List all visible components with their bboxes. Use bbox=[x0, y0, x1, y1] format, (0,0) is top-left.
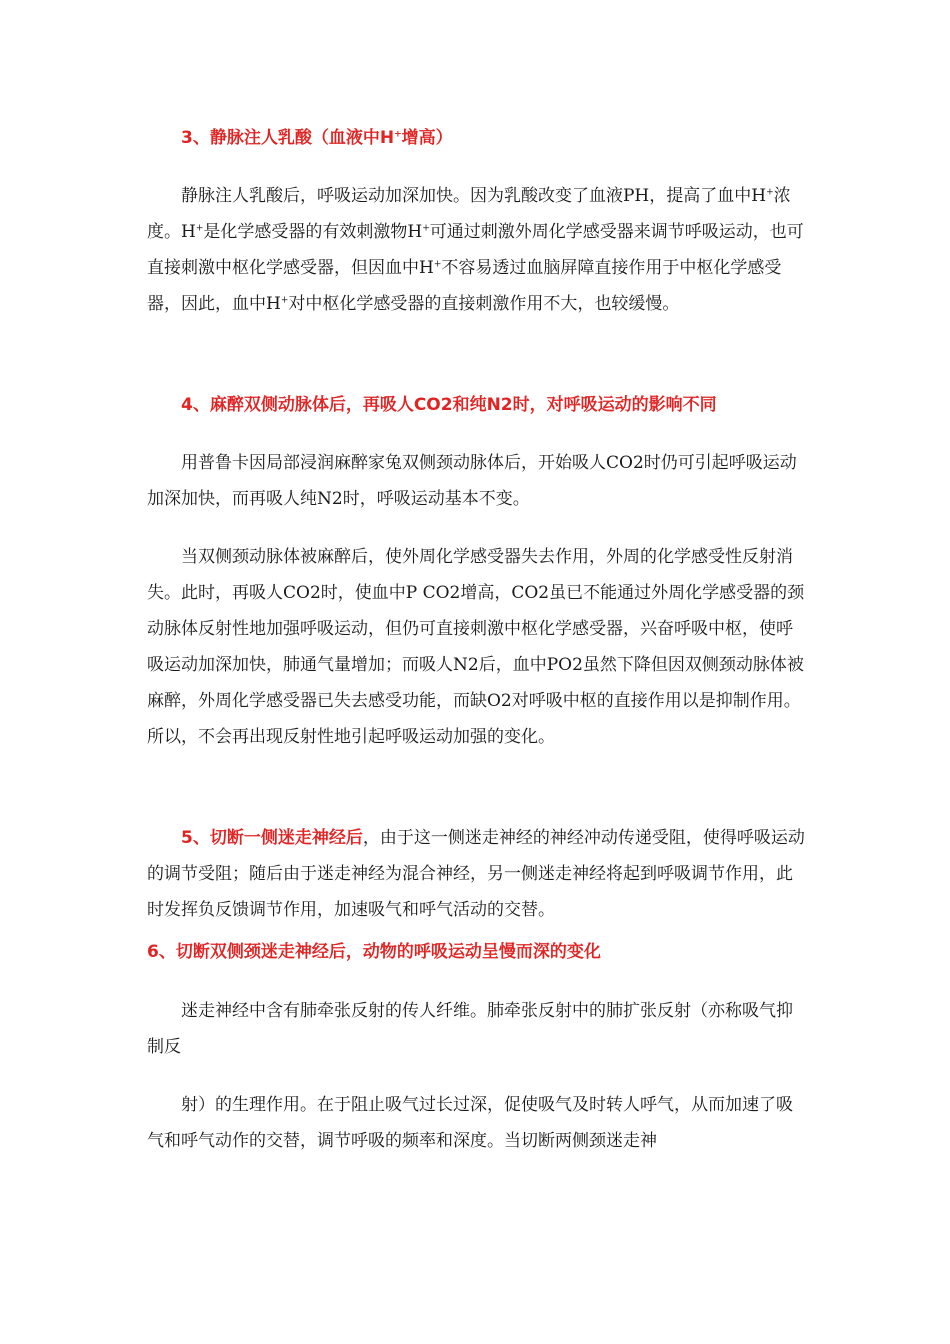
section-6-heading: 6、切断双侧颈迷走神经后，动物的呼吸运动呈慢而深的变化 bbox=[147, 942, 601, 962]
section-4-heading: 4、麻醉双侧动脉体后，再吸人CO2和纯N2时，对呼吸运动的影响不同 bbox=[181, 395, 717, 415]
section-5-lead: 5、切断一侧迷走神经后 bbox=[181, 828, 363, 848]
section-3-heading: 3、静脉注人乳酸（血液中H+增高） bbox=[181, 128, 453, 148]
section-4-paragraph-1: 用普鲁卡因局部浸润麻醉家兔双侧颈动脉体后，开始吸人CO2时仍可引起呼吸运动加深加快，而再吸人纯N2时，呼吸运动基本不变。 bbox=[147, 453, 797, 509]
section-3-paragraph: 静脉注人乳酸后，呼吸运动加深加快。因为乳酸改变了血液PH，提高了血中H+浓度。H+是化学感受器的有效刺激物H+可通过刺激外周化学感受器来调节呼吸运动，也可直接刺激中枢化学感受器，但因血中H+不容易透过血脑屏障直接作用于中枢化学感受器，因此，血中H+对中枢化学感受器的直接刺激作用不大，也较缓慢。 bbox=[147, 186, 804, 314]
section-6-paragraph-2: 射）的生理作用。在于阻止吸气过长过深，促使吸气及时转人呼气，从而加速了吸气和呼气动作的交替，调节呼吸的频率和深度。当切断两侧颈迷走神 bbox=[147, 1095, 793, 1151]
section-5-paragraph: 5、切断一侧迷走神经后，由于这一侧迷走神经的神经冲动传递受阻，使得呼吸运动的调节受阻；随后由于迷走神经为混合神经，另一侧迷走神经将起到呼吸调节作用，此时发挥负反馈调节作用，加速吸气和呼气活动的交替。 bbox=[147, 828, 805, 920]
section-6-paragraph-1: 迷走神经中含有肺牵张反射的传人纤维。肺牵张反射中的肺扩张反射（亦称吸气抑制反 bbox=[147, 1001, 793, 1057]
section-4-paragraph-2: 当双侧颈动脉体被麻醉后，使外周化学感受器失去作用，外周的化学感受性反射消失。此时，再吸人CO2时，使血中P CO2增高，CO2虽已不能通过外周化学感受器的颈动脉体反射性地加强呼吸运动，但仍可直接刺激中枢化学感受器，兴奋呼吸中枢，使呼吸运动加深加快，肺通气量增加；而吸人N2后，血中PO2虽然下降但因双侧颈动脉体被麻醉，外周化学感受器已失去感受功能，而缺O2对呼吸中枢的直接作用以是抑制作用。所以，不会再出现反射性地引起呼吸运动加强的变化。 bbox=[147, 547, 805, 747]
